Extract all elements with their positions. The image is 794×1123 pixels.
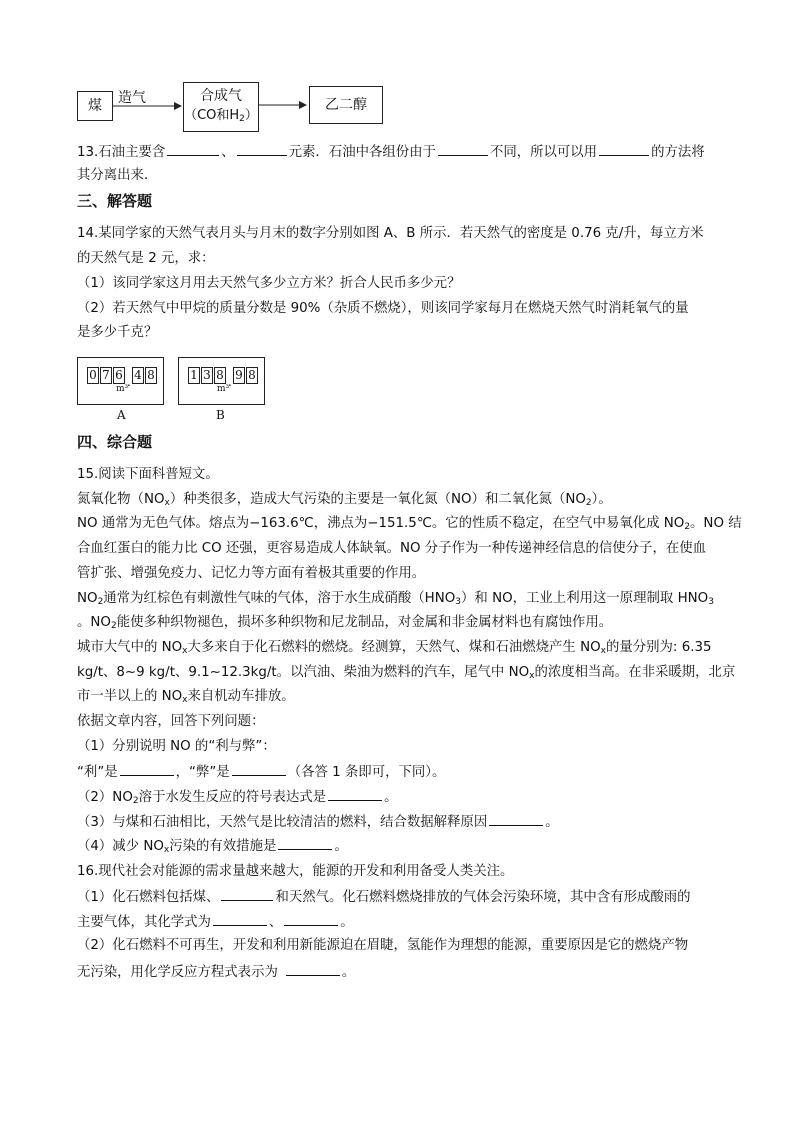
- q15-q3: （3）与煤和石油相比，天然气是比较清洁的燃料，结合数据解释原因 。: [77, 811, 559, 833]
- step-label: 造气: [118, 90, 146, 106]
- q15-line8: kg/t、8~9 kg/t、9.1~12.3kg/t。以汽油、柴油为燃料的汽车，尾气中 $NO_x$的浓度相当高。在非采暖期，北京: [77, 665, 736, 681]
- meter-b-label: B: [216, 408, 225, 422]
- arrow-2-head: [299, 101, 307, 109]
- q15-line7: 城市大气中的 $NO_x$大多来自于化石燃料的燃烧。经测算，天然气、煤和石油燃烧产生 $NO_x$的量分别为: 6.35: [77, 640, 712, 656]
- q16-line5: 无污染，用化学反应方程式表示为 。: [77, 961, 355, 983]
- gas-meter-b: 1 3 8 . 9 8 m³: [178, 357, 265, 405]
- q15-title: 15.阅读下面科普短文。: [77, 467, 219, 482]
- q15-line4: 管扩张、增强免疫力、记忆力等方面有着极其重要的作用。: [77, 566, 426, 581]
- syngas-line1: 合成气: [200, 87, 242, 104]
- q15-line1: 氮氧化物$(NO_x)$种类很多，造成大气污染的主要是一氧化氮（NO）和二氧化氮$(NO_2)$。: [77, 492, 612, 508]
- section-4-heading: 四、综合题: [77, 433, 153, 451]
- meter-b-unit: m³: [217, 384, 230, 394]
- q16-line1: 16.现代社会对能源的需求量越来越大，能源的开发和利用备受人类关注。: [77, 864, 514, 879]
- q14-line4: （2）若天然气中甲烷的质量分数是 90%（杂质不燃烧），则该同学家每月在燃烧天然气时消耗氧气的量: [77, 301, 689, 316]
- coal-label: 煤: [88, 98, 102, 114]
- gas-meter-a: 0 7 6 . 4 8 m³: [77, 357, 164, 405]
- q15-line2: NO 通常为无色气体。熔点为−163.6℃，沸点为−151.5℃。它的性质不稳定，在空气中易氧化成 $NO_2$。NO 结: [77, 516, 742, 532]
- q15-q1: （1）分别说明 NO 的“利与弊”：: [77, 739, 276, 754]
- q15-line6: 。$NO_2$能使多种织物褪色，损坏多种织物和尼龙制品，对金属和非金属材料也有腐蚀作用。: [77, 615, 613, 631]
- product-label: 乙二醇: [325, 97, 367, 113]
- q13-line2: 其分离出来．: [77, 168, 158, 183]
- q13-line1: 13.石油主要含 、 元素．石油中各组份由于 不同，所以可以用 的方法将: [77, 141, 705, 163]
- q15-q2: $(2)NO_2$溶于水发生反应的符号表达式是 。: [77, 786, 397, 811]
- q16-line3: 主要气体，其化学式为 、 。: [77, 911, 354, 933]
- q15-line5: $NO_2$通常为红棕色有刺激性气味的气体，溶于水生成硝酸$(HNO_3)$和 NO，工业上利用这一原理制取 $HNO_3$: [77, 591, 714, 607]
- meter-a-unit: m³: [116, 384, 129, 394]
- q14-line1: 14.某同学家的天然气表月头与月末的数字分别如图 A、B 所示．若天然气的密度是 0.76 克/升，每立方米: [77, 226, 704, 241]
- meter-a-label: A: [117, 408, 126, 422]
- q15-q4: （4）减少 $NO_x$污染的有效措施是 。: [77, 835, 348, 860]
- q15-line9: 市一半以上的 $NO_x$来自机动车排放。: [77, 689, 295, 705]
- arrow-1-head: [174, 102, 182, 110]
- q15-line10: 依据文章内容，回答下列问题：: [77, 714, 265, 729]
- q14-line5: 是多少千克？: [77, 325, 158, 340]
- syngas-box: [183, 82, 259, 132]
- q16-line4: （2）化石燃料不可再生，开发和利用新能源迫在眉睫，氢能作为理想的能源，重要原因是它的燃烧产物: [77, 938, 689, 953]
- q14-line3: （1）该同学家这月用去天然气多少立方米？折合人民币多少元？: [77, 276, 461, 291]
- q15-q1-answer: “利”是 ，“弊”是 （各答 1 条即可，下同）。: [77, 761, 445, 783]
- q16-line2: （1）化石燃料包括煤、 和天然气。化石燃料燃烧排放的气体会污染环境，其中含有形成酸雨的: [77, 886, 691, 908]
- product-box: [309, 86, 383, 124]
- q15-line3: 合血红蛋白的能力比 CO 还强，更容易造成人体缺氧。NO 分子作为一种传递神经信息的信使分子，在使血: [77, 541, 707, 556]
- flow-arrows: [0, 0, 794, 140]
- q14-line2: 的天然气是 2 元，求：: [77, 251, 215, 266]
- syngas-line2: （CO和$H_2$）: [184, 107, 258, 124]
- section-3-heading: 三、解答题: [77, 192, 153, 210]
